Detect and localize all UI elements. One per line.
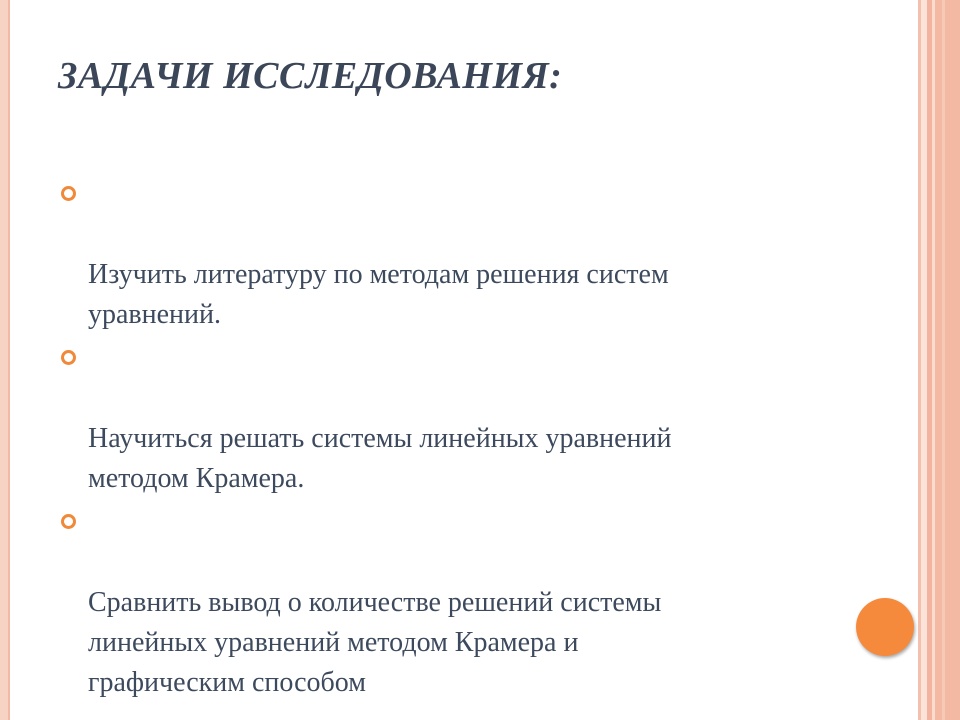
orange-circle-icon [856,598,914,656]
right-border-stripe-5 [935,0,960,720]
bullet-text: Научиться решать системы линейных уравнений методом Крамера. [88,423,672,494]
right-border-stripe-6 [942,0,945,720]
circle-bullet-icon [61,350,76,365]
bullet-item [58,503,818,703]
left-border-stripe-accent [8,0,10,720]
circle-bullet-icon [61,514,76,529]
bullet-item [58,339,818,499]
bullet-list [58,175,818,707]
slide-title: ЗАДАЧИ ИССЛЕДОВАНИЯ: [58,55,563,97]
circle-bullet-icon [61,186,76,201]
bullet-text: Изучить литературу по методам решения систем уравнений. [88,259,669,330]
bullet-text: Сравнить вывод о количестве решений системы линейных уравнений методом Крамера и графическим способом [88,587,662,698]
bullet-item [58,175,818,335]
left-border-stripe [0,0,8,720]
